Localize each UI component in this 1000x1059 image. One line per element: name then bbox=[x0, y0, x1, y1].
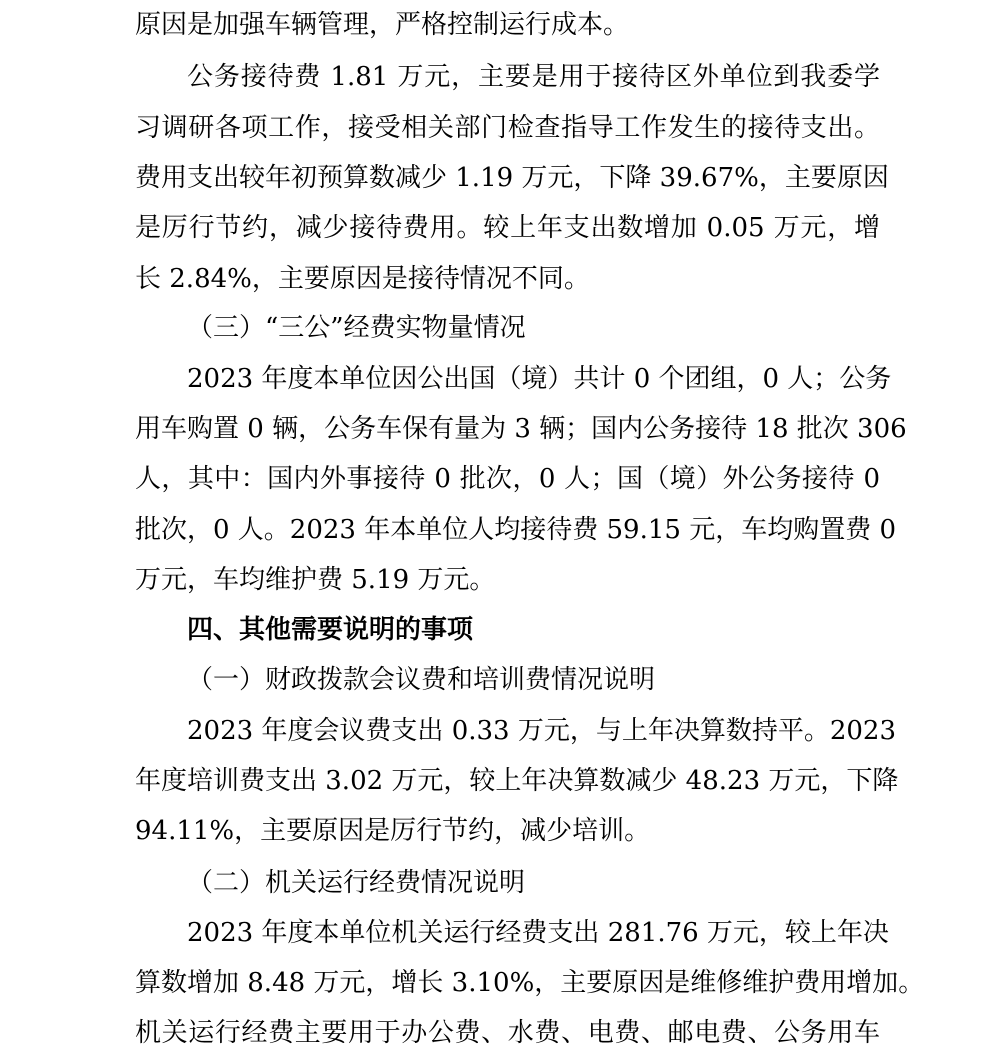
paragraph-line: 公务接待费 1.81 万元，主要是用于接待区外单位到我委学 bbox=[187, 62, 880, 92]
paragraph-line: 2023 年度本单位因公出国（境）共计 0 个团组，0 人；公务 bbox=[187, 364, 892, 394]
paragraph-line: 用车购置 0 辆，公务车保有量为 3 辆；国内公务接待 18 批次 306 bbox=[135, 414, 907, 444]
paragraph-line: 批次，0 人。2023 年本单位人均接待费 59.15 元，车均购置费 0 bbox=[135, 515, 897, 545]
section-heading: （一）财政拨款会议费和培训费情况说明 bbox=[187, 665, 656, 695]
paragraph-line: 人，其中：国内外事接待 0 批次，0 人；国（境）外公务接待 0 bbox=[135, 464, 880, 494]
section-heading: （二）机关运行经费情况说明 bbox=[187, 868, 526, 898]
paragraph-line: 94.11%，主要原因是厉行节约，减少培训。 bbox=[135, 816, 651, 846]
paragraph-line: 2023 年度本单位机关运行经费支出 281.76 万元，较上年决 bbox=[187, 918, 889, 948]
paragraph-line: 机关运行经费主要用于办公费、水费、电费、邮电费、公务用车 bbox=[135, 1018, 880, 1048]
paragraph-line: 万元，车均维护费 5.19 万元。 bbox=[135, 565, 496, 595]
section-heading: （三）“三公”经费实物量情况 bbox=[187, 313, 526, 343]
paragraph-line: 长 2.84%，主要原因是接待情况不同。 bbox=[135, 264, 590, 294]
paragraph-line: 年度培训费支出 3.02 万元，较上年决算数减少 48.23 万元，下降 bbox=[135, 766, 899, 796]
paragraph-line: 2023 年度会议费支出 0.33 万元，与上年决算数持平。2023 bbox=[187, 716, 897, 746]
chapter-heading: 四、其他需要说明的事项 bbox=[187, 615, 474, 645]
paragraph-line: 费用支出较年初预算数减少 1.19 万元，下降 39.67%，主要原因 bbox=[135, 163, 889, 193]
paragraph-line: 是厉行节约，减少接待费用。较上年支出数增加 0.05 万元，增 bbox=[135, 213, 880, 243]
paragraph-line: 习调研各项工作，接受相关部门检查指导工作发生的接待支出。 bbox=[135, 113, 880, 143]
paragraph-line: 算数增加 8.48 万元，增长 3.10%，主要原因是维修维护费用增加。 bbox=[135, 968, 925, 998]
paragraph-line: 原因是加强车辆管理，严格控制运行成本。 bbox=[135, 10, 630, 40]
